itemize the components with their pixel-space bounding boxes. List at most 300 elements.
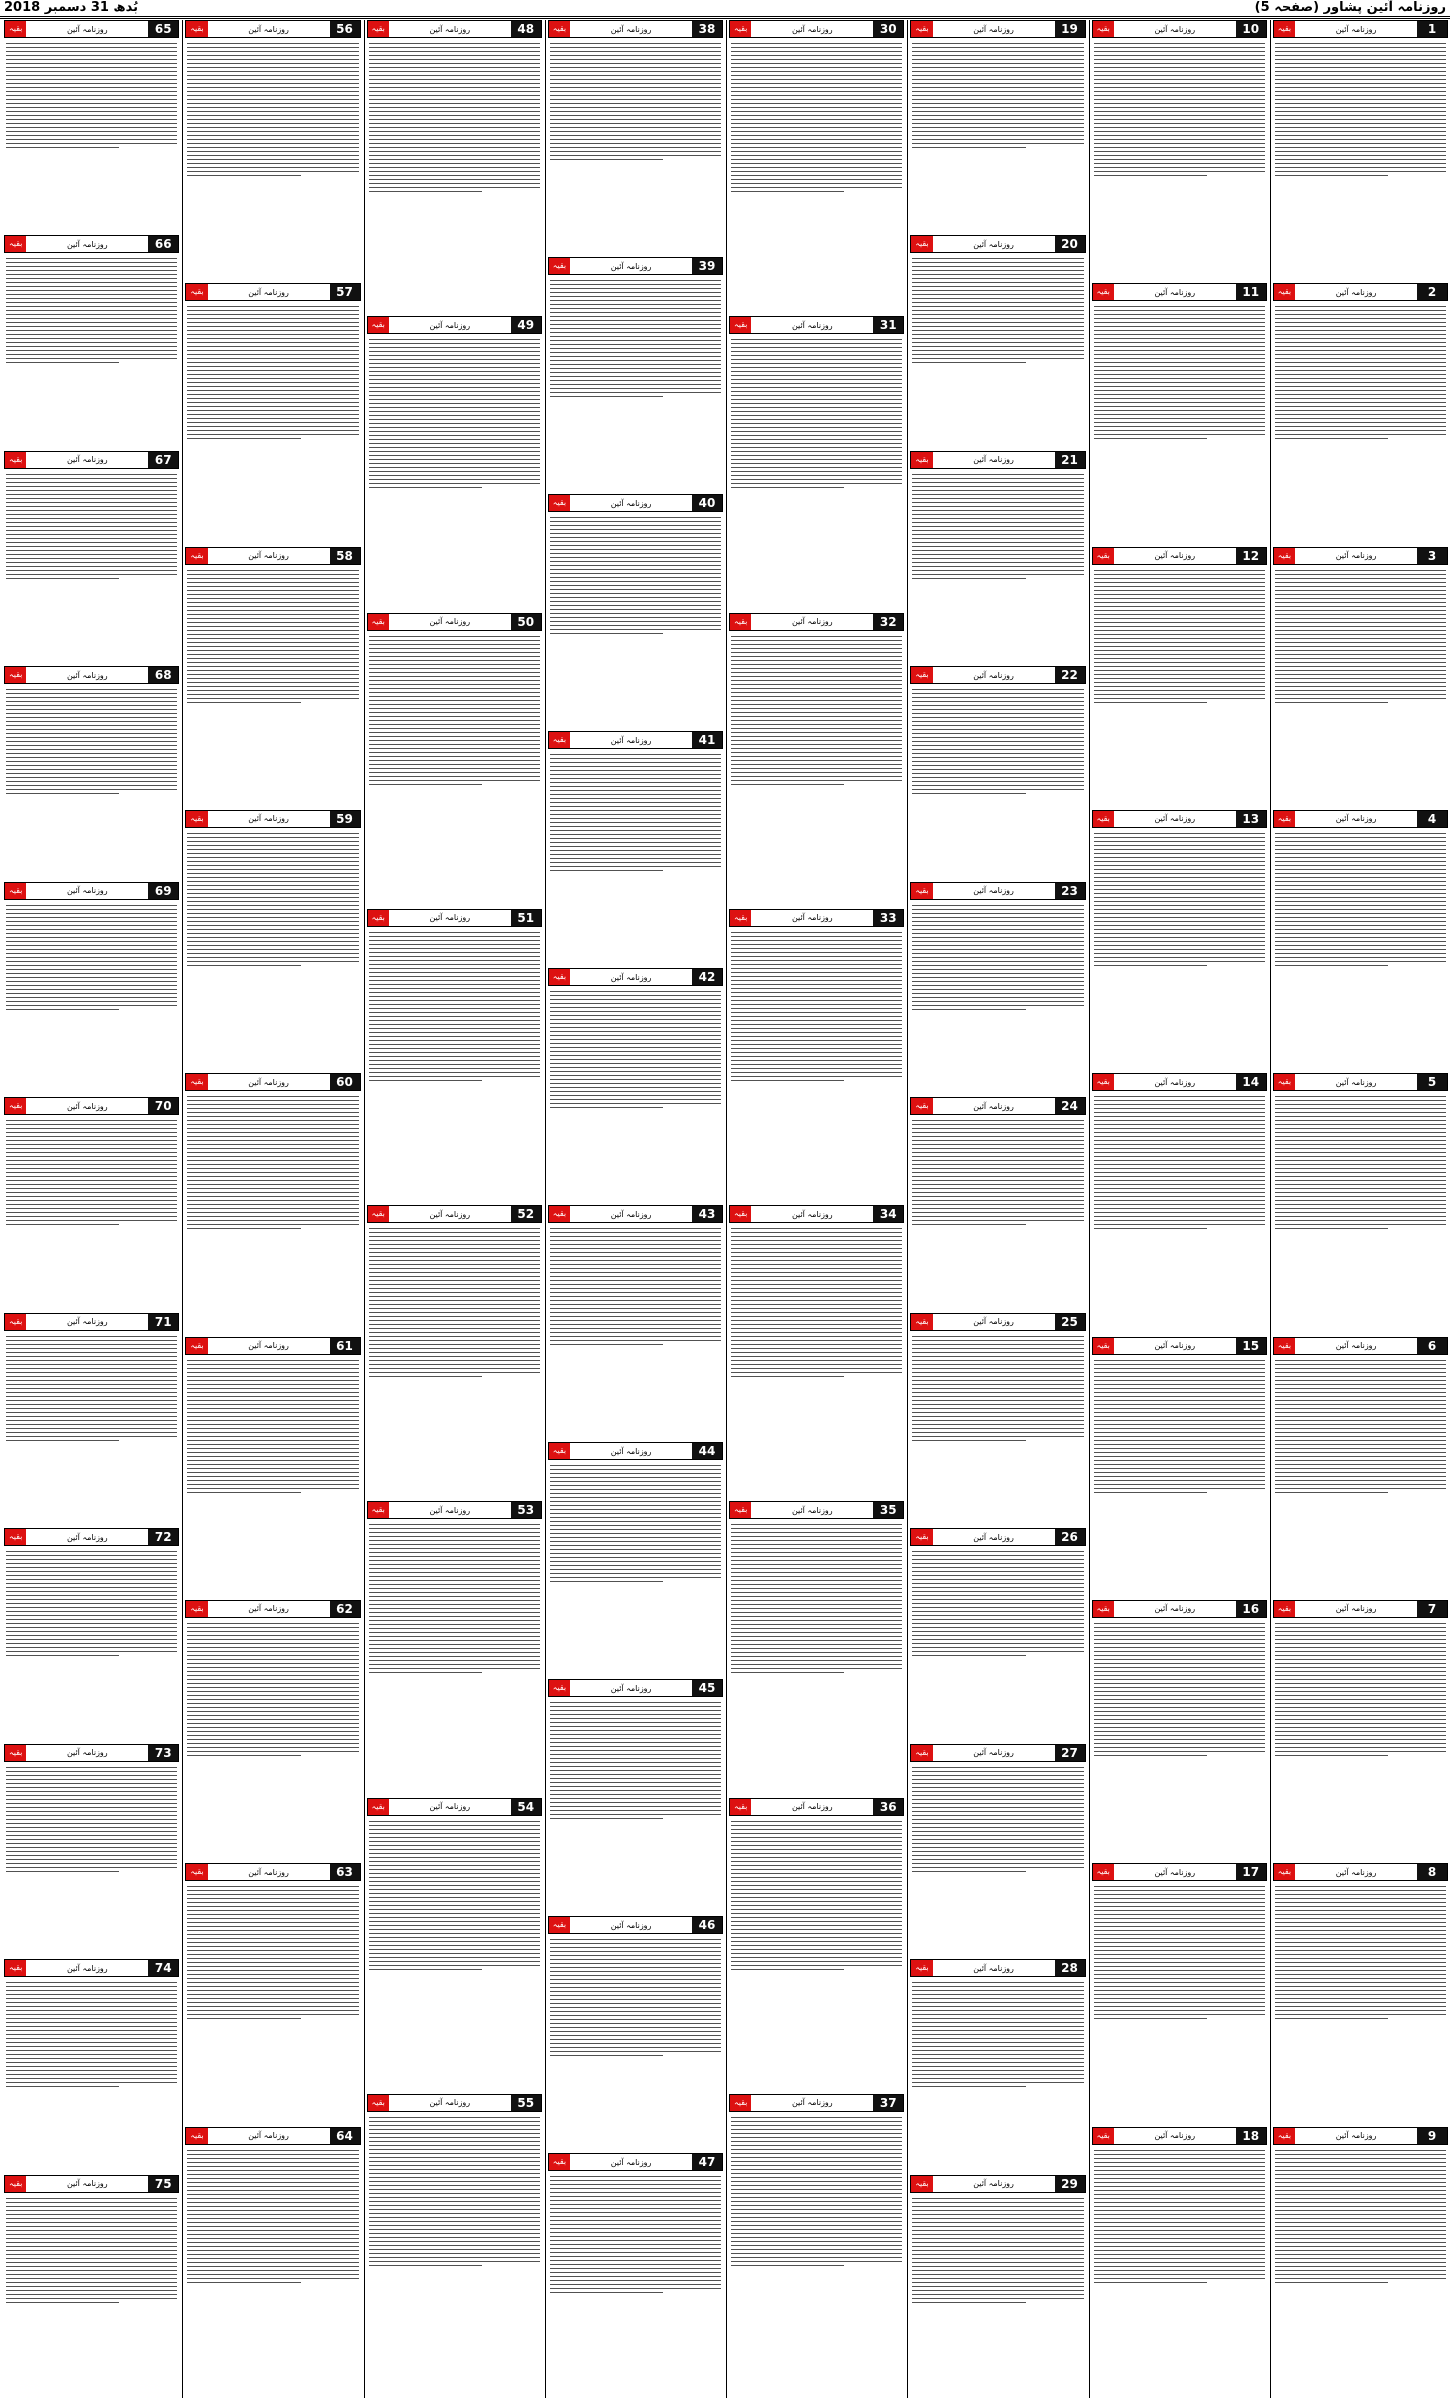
- continuation-item: [910, 1744, 1085, 1955]
- text-line: [6, 2210, 177, 2211]
- continuation-badge: بقیہ: [549, 495, 570, 511]
- text-line: [1094, 642, 1265, 643]
- text-line: [550, 2212, 721, 2213]
- text-line: [550, 2023, 721, 2024]
- continuation-label: روزنامہ آئین: [610, 1683, 652, 1693]
- text-line: [369, 1272, 540, 1273]
- text-line: [912, 2226, 1083, 2227]
- text-line: [731, 676, 902, 677]
- continuation-badge: بقیہ: [730, 317, 751, 333]
- text-line: [1094, 893, 1265, 894]
- text-line: [550, 47, 721, 48]
- text-line: [550, 1710, 721, 1711]
- text-line: [1275, 578, 1446, 579]
- text-line: [1094, 618, 1265, 619]
- text-line: [550, 818, 721, 819]
- text-line: [1275, 1731, 1446, 1732]
- text-line: [731, 1861, 902, 1862]
- text-line: [369, 1232, 540, 1233]
- text-line: [6, 2054, 177, 2055]
- text-line: [1094, 1707, 1265, 1708]
- text-line: [187, 598, 358, 599]
- text-line: [187, 658, 358, 659]
- continuation-number: 5: [1417, 1074, 1447, 1090]
- text-line: [187, 1731, 358, 1732]
- text-line: [187, 1216, 358, 1217]
- text-line: [1275, 1930, 1446, 1931]
- text-line: [187, 2234, 358, 2235]
- text-line: [6, 302, 177, 303]
- continuation-badge: بقیہ: [730, 21, 751, 37]
- text-line: [369, 2185, 540, 2186]
- text-line: [912, 2286, 1083, 2287]
- article-text-block: [1092, 1091, 1267, 1229]
- text-line: [187, 1368, 358, 1369]
- text-line: [187, 670, 358, 671]
- text-line: [1094, 582, 1265, 583]
- text-line: [1094, 2210, 1265, 2211]
- text-line: [1275, 119, 1446, 120]
- text-line: [731, 1648, 902, 1649]
- text-line: [731, 1032, 902, 1033]
- text-line: [1275, 877, 1446, 878]
- text-line: [912, 765, 1083, 766]
- text-line: [187, 310, 358, 311]
- text-line: [1094, 2174, 1265, 2175]
- text-line: [369, 479, 540, 480]
- text-line: [6, 1843, 177, 1844]
- text-line: [1275, 937, 1446, 938]
- text-line: [369, 1296, 540, 1297]
- text-line: [550, 376, 721, 377]
- text-line: [1275, 1719, 1446, 1720]
- continuation-tag: [185, 1337, 360, 1355]
- text-line: [369, 680, 540, 681]
- text-line: [187, 370, 358, 371]
- text-line: [6, 941, 177, 942]
- text-line: [731, 1524, 902, 1525]
- text-line: [1275, 83, 1446, 84]
- text-line: [912, 298, 1083, 299]
- text-line: [1275, 2174, 1446, 2175]
- continuation-tag: [4, 1097, 179, 1115]
- text-line: [369, 187, 540, 188]
- continuation-badge: بقیہ: [1093, 1864, 1114, 1880]
- text-line: [187, 1408, 358, 1409]
- continuation-item: [548, 731, 723, 964]
- continuation-tag: [4, 20, 179, 38]
- continuation-number: 27: [1055, 1745, 1085, 1761]
- text-line: [550, 782, 721, 783]
- text-line: [731, 435, 902, 436]
- continuation-item: [185, 1863, 360, 2122]
- text-line: [187, 334, 358, 335]
- text-line: [1275, 610, 1446, 611]
- continuation-item: [1092, 810, 1267, 1069]
- text-line: [550, 842, 721, 843]
- text-line: [1275, 422, 1446, 423]
- text-line: [187, 362, 358, 363]
- text-line: [187, 937, 358, 938]
- text-line: [1094, 75, 1265, 76]
- continuation-label: روزنامہ آئین: [610, 2157, 652, 2167]
- text-line: [731, 183, 902, 184]
- continuation-label: روزنامہ آئین: [1335, 2131, 1377, 2141]
- text-line: [731, 2237, 902, 2238]
- continuation-tag: [4, 1744, 179, 1762]
- text-line: [550, 1742, 721, 1743]
- text-line: [731, 2141, 902, 2142]
- text-line: [187, 642, 358, 643]
- text-line: [731, 475, 902, 476]
- text-line: [1094, 306, 1265, 307]
- continuation-badge: بقیہ: [368, 1502, 389, 1518]
- text-line: [6, 1188, 177, 1189]
- text-line: [187, 1986, 358, 1987]
- continuation-tag: [910, 666, 1085, 684]
- text-line: [1275, 965, 1388, 966]
- text-line: [1094, 1144, 1265, 1145]
- text-line: [1094, 1100, 1265, 1101]
- text-line: [369, 1304, 540, 1305]
- text-line: [6, 1336, 177, 1337]
- text-line: [187, 1970, 358, 1971]
- text-line: [6, 1428, 177, 1429]
- text-line: [550, 1236, 721, 1237]
- continuation-label: روزنامہ آئین: [66, 670, 108, 680]
- article-text-block: [1092, 301, 1267, 439]
- text-line: [1094, 1990, 1265, 1991]
- text-line: [6, 2226, 177, 2227]
- text-line: [731, 1885, 902, 1886]
- article-text-block: [910, 469, 1085, 579]
- text-line: [369, 1612, 540, 1613]
- continuation-item: [4, 451, 179, 662]
- text-line: [6, 510, 177, 511]
- text-line: [731, 972, 902, 973]
- text-line: [187, 606, 358, 607]
- continuation-tag: [367, 1205, 542, 1223]
- text-line: [912, 514, 1083, 515]
- text-line: [187, 610, 358, 611]
- text-line: [369, 1885, 540, 1886]
- text-line: [731, 2229, 902, 2230]
- text-line: [912, 578, 1025, 579]
- text-line: [6, 2286, 177, 2287]
- text-line: [6, 2002, 177, 2003]
- text-line: [1275, 881, 1446, 882]
- text-line: [369, 1825, 540, 1826]
- text-line: [187, 1432, 358, 1433]
- text-line: [550, 392, 721, 393]
- text-line: [6, 1651, 177, 1652]
- text-line: [6, 1432, 177, 1433]
- text-line: [369, 443, 540, 444]
- text-line: [1094, 334, 1265, 335]
- text-line: [1094, 949, 1265, 950]
- text-line: [187, 2206, 358, 2207]
- text-line: [550, 1766, 721, 1767]
- text-line: [550, 344, 721, 345]
- article-text-block: [185, 1355, 360, 1493]
- text-line: [6, 1982, 177, 1983]
- text-line: [369, 1000, 540, 1001]
- continuation-item: [4, 882, 179, 1093]
- text-line: [187, 1711, 358, 1712]
- text-line: [731, 451, 902, 452]
- text-line: [1275, 2186, 1446, 2187]
- text-line: [6, 1783, 177, 1784]
- text-line: [550, 147, 721, 148]
- text-line: [6, 270, 177, 271]
- text-line: [550, 2208, 721, 2209]
- text-line: [187, 1424, 358, 1425]
- text-line: [912, 905, 1083, 906]
- text-line: [731, 976, 902, 977]
- text-line: [1275, 1412, 1446, 1413]
- text-line: [731, 383, 902, 384]
- text-line: [550, 870, 663, 871]
- text-line: [1275, 1743, 1446, 1744]
- text-line: [731, 672, 902, 673]
- article-text-block: [185, 565, 360, 703]
- text-line: [369, 1961, 540, 1962]
- text-line: [6, 2198, 177, 2199]
- text-line: [187, 961, 358, 962]
- continuation-label: روزنامہ آئین: [791, 1505, 833, 1515]
- text-line: [550, 1493, 721, 1494]
- text-line: [912, 510, 1083, 511]
- text-line: [731, 459, 902, 460]
- text-line: [731, 431, 902, 432]
- text-line: [912, 1575, 1083, 1576]
- text-line: [1094, 1695, 1265, 1696]
- text-line: [550, 2256, 721, 2257]
- text-line: [912, 693, 1083, 694]
- text-line: [1275, 1380, 1446, 1381]
- text-line: [1275, 2018, 1388, 2019]
- text-line: [6, 1160, 177, 1161]
- text-line: [6, 1009, 119, 1010]
- text-line: [550, 621, 721, 622]
- text-line: [550, 1260, 721, 1261]
- text-line: [187, 1962, 358, 1963]
- text-line: [912, 2246, 1083, 2247]
- text-line: [550, 1240, 721, 1241]
- text-line: [1094, 674, 1265, 675]
- text-line: [912, 2278, 1083, 2279]
- text-line: [731, 1576, 902, 1577]
- text-line: [187, 318, 358, 319]
- continuation-label: روزنامہ آئین: [66, 1748, 108, 1758]
- text-line: [731, 1652, 902, 1653]
- text-line: [187, 374, 358, 375]
- text-line: [369, 2173, 540, 2174]
- continuation-label: روزنامہ آئین: [66, 239, 108, 249]
- text-line: [6, 1124, 177, 1125]
- text-line: [369, 1348, 540, 1349]
- text-line: [912, 2018, 1083, 2019]
- text-line: [1275, 418, 1446, 419]
- text-line: [1094, 43, 1265, 44]
- text-line: [187, 578, 358, 579]
- text-line: [550, 617, 721, 618]
- text-line: [6, 689, 177, 690]
- text-line: [187, 929, 358, 930]
- text-line: [369, 1568, 540, 1569]
- text-line: [187, 1643, 358, 1644]
- text-line: [1094, 1655, 1265, 1656]
- continuation-number: 60: [330, 1074, 360, 1090]
- text-line: [1094, 1204, 1265, 1205]
- text-line: [731, 47, 902, 48]
- text-line: [6, 713, 177, 714]
- text-line: [369, 648, 540, 649]
- continuation-tag: [4, 235, 179, 253]
- continuation-label: روزنامہ آئین: [429, 1802, 471, 1811]
- text-line: [1275, 682, 1446, 683]
- text-line: [6, 989, 177, 990]
- text-line: [369, 772, 540, 773]
- text-line: [369, 395, 540, 396]
- text-line: [550, 1718, 721, 1719]
- text-line: [6, 91, 177, 92]
- text-line: [1275, 686, 1446, 687]
- text-line: [1275, 1188, 1446, 1189]
- text-line: [187, 694, 358, 695]
- text-line: [1094, 594, 1265, 595]
- text-line: [187, 1096, 358, 1097]
- continuation-item: [729, 613, 904, 905]
- text-line: [1275, 155, 1446, 156]
- text-line: [550, 360, 721, 361]
- text-line: [187, 1918, 358, 1919]
- text-line: [369, 936, 540, 937]
- text-line: [912, 997, 1083, 998]
- text-line: [187, 63, 358, 64]
- text-line: [6, 542, 177, 543]
- text-line: [1094, 1743, 1265, 1744]
- continuation-badge: بقیہ: [911, 1745, 932, 1761]
- text-line: [550, 2055, 663, 2056]
- text-line: [912, 1595, 1083, 1596]
- text-line: [550, 1276, 721, 1277]
- text-line: [6, 981, 177, 982]
- text-line: [731, 1064, 902, 1065]
- text-line: [1094, 1376, 1265, 1377]
- text-line: [1275, 666, 1446, 667]
- text-line: [369, 1244, 540, 1245]
- text-line: [550, 1971, 721, 1972]
- article-text-block: [1273, 1881, 1448, 2019]
- text-line: [550, 368, 721, 369]
- text-line: [550, 2003, 721, 2004]
- continuation-badge: بقیہ: [368, 1799, 389, 1815]
- text-line: [1275, 905, 1446, 906]
- text-line: [369, 780, 540, 781]
- text-line: [1094, 905, 1265, 906]
- text-line: [6, 1400, 177, 1401]
- text-line: [6, 913, 177, 914]
- continuation-number: 37: [873, 2095, 903, 2111]
- text-line: [912, 51, 1083, 52]
- text-line: [550, 396, 663, 397]
- text-line: [369, 1957, 540, 1958]
- text-line: [1275, 1747, 1446, 1748]
- text-line: [731, 724, 902, 725]
- text-line: [1275, 434, 1446, 435]
- continuation-tag: [1092, 283, 1267, 301]
- text-line: [187, 1934, 358, 1935]
- text-line: [731, 1036, 902, 1037]
- text-line: [369, 2169, 540, 2170]
- text-line: [550, 2284, 721, 2285]
- text-line: [1275, 1667, 1446, 1668]
- text-line: [1275, 574, 1446, 575]
- continuation-badge: بقیہ: [368, 1206, 389, 1222]
- text-line: [731, 1616, 902, 1617]
- text-line: [1094, 1392, 1265, 1393]
- text-line: [369, 339, 540, 340]
- text-line: [1275, 1204, 1446, 1205]
- article-text-block: [729, 38, 904, 192]
- text-line: [912, 737, 1083, 738]
- text-line: [912, 258, 1083, 259]
- text-line: [6, 147, 119, 148]
- text-line: [6, 2030, 177, 2031]
- text-line: [731, 2257, 902, 2258]
- text-line: [550, 1561, 721, 1562]
- text-line: [1094, 159, 1265, 160]
- text-line: [912, 1005, 1083, 1006]
- continuation-number: 22: [1055, 667, 1085, 683]
- text-line: [1094, 1420, 1265, 1421]
- text-line: [369, 1837, 540, 1838]
- text-line: [912, 789, 1083, 790]
- article-text-block: [910, 2193, 1085, 2303]
- text-line: [731, 439, 902, 440]
- text-line: [1275, 2246, 1446, 2247]
- text-line: [912, 131, 1083, 132]
- continuation-item: [1092, 1337, 1267, 1596]
- text-line: [187, 1176, 358, 1177]
- continuation-number: 69: [148, 883, 178, 899]
- article-text-block: [729, 1223, 904, 1377]
- continuation-number: 2: [1417, 284, 1447, 300]
- text-line: [550, 1770, 721, 1771]
- text-line: [550, 1035, 721, 1036]
- text-line: [187, 51, 358, 52]
- text-line: [1275, 1711, 1446, 1712]
- text-line: [369, 696, 540, 697]
- text-line: [912, 1799, 1083, 1800]
- text-line: [1275, 1914, 1446, 1915]
- text-line: [1275, 1934, 1446, 1935]
- text-line: [1275, 2274, 1446, 2275]
- article-text-block: [4, 684, 179, 794]
- text-line: [187, 414, 358, 415]
- text-line: [369, 1528, 540, 1529]
- continuation-number: 26: [1055, 1529, 1085, 1545]
- text-line: [550, 1786, 721, 1787]
- text-line: [912, 781, 1083, 782]
- text-line: [1094, 1950, 1265, 1951]
- text-line: [369, 55, 540, 56]
- text-line: [187, 1938, 358, 1939]
- text-line: [912, 957, 1083, 958]
- text-line: [187, 1747, 358, 1748]
- text-line: [912, 1428, 1083, 1429]
